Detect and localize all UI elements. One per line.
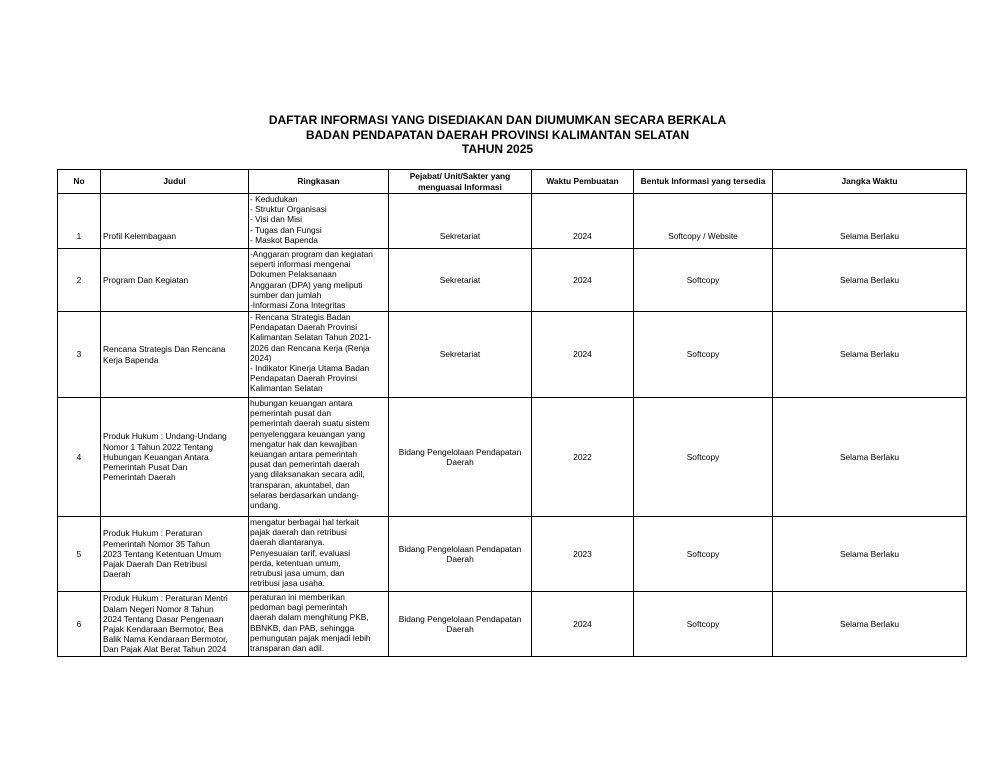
cell-pejabat-line: Sekretariat [439,230,481,241]
cell-waktu: 2022 [532,398,634,517]
cell-ringkasan-line: undang. [250,500,281,511]
cell-judul-line: Dan Pajak Alat Berat Tahun 2024 [103,644,227,655]
cell-waktu: 2024 [532,312,634,398]
cell-ringkasan-line: - Struktur Organisasi [250,204,327,215]
cell-ringkasan-line: retribusi jasa usaha. [250,578,325,589]
cell-ringkasan-line: seperti informasi mengenai [250,259,351,270]
header-waktu: Waktu Pembuatan [532,170,634,194]
cell-pejabat-line: Sekretariat [439,274,481,285]
cell-jangka: Selama Berlaku [773,249,967,312]
cell-ringkasan-line: penyelenggara keuangan yang [250,428,366,439]
cell-ringkasan-line: transparan dan adil. [250,643,325,654]
cell-jangka: Selama Berlaku [773,398,967,517]
cell-pejabat [389,249,532,312]
table-row [58,249,967,312]
cell-ringkasan [249,312,389,398]
cell-pejabat [389,592,532,657]
header-pejabat [389,170,532,194]
cell-ringkasan-line: transparan, akuntabel, dan [250,479,350,490]
cell-judul-line: Pajak Daerah Dan Retribusi [103,559,207,570]
cell-judul [101,312,249,398]
cell-judul-line: 2024 Tentang Dasar Pengenaan [103,613,224,624]
cell-ringkasan-line: Penyesuaian tarif, evaluasi [250,547,351,558]
cell-ringkasan-line: Kalimantan Selatan [250,383,323,394]
cell-judul-line: Profil Kelembagaan [103,230,177,241]
cell-judul-line: Produk Hukum : Peraturan Mentri [103,593,228,604]
cell-ringkasan-line: mengatur hak dan kewajiban [250,438,358,449]
cell-judul-line: Pajak Kendaraan Bermotor, Bea [103,624,224,634]
cell-pejabat [389,194,532,249]
title-line-2: BADAN PENDAPATAN DAERAH PROVINSI KALIMANTAN SELATAN [305,127,690,142]
cell-waktu: 2024 [532,249,634,312]
header-ringkasan: Ringkasan [249,170,389,194]
cell-judul-line: 2023 Tentang Ketentuan Umum [103,548,222,559]
cell-judul-line: Pemerintah Nomor 35 Tahun [103,538,210,549]
title-line-1: DAFTAR INFORMASI YANG DISEDIAKAN DAN DIUMUMKAN SECARA BERKALA [268,113,727,127]
cell-ringkasan-line: -Informasi Zona Integritas [250,300,346,311]
cell-judul [101,592,249,657]
cell-pejabat [389,312,532,398]
cell-ringkasan-line: perda, ketentuan umum, [250,557,341,568]
cell-judul [101,517,249,592]
cell-judul [101,249,249,312]
cell-judul-line: Hubungan Keuangan Antara [103,451,209,462]
cell-no: 6 [58,592,101,657]
cell-pejabat-line: Bidang Pengelolaan Pendapatan [398,446,522,457]
cell-judul [101,398,249,517]
cell-waktu: 2023 [532,517,634,592]
cell-ringkasan-line: retrubusi jasa umum, dan [250,568,345,579]
cell-waktu: 2024 [532,194,634,249]
cell-ringkasan [249,249,389,312]
cell-bentuk: Softcopy [634,249,773,312]
cell-ringkasan-line: Pendapatan Daerah Provinsi [250,322,358,333]
cell-jangka: Selama Berlaku [773,517,967,592]
cell-ringkasan-line: yang dilaksanakan secara adil, [250,469,365,480]
cell-judul-line: Daerah [103,569,131,580]
header-judul: Judul [101,170,249,194]
cell-bentuk: Softcopy / Website [634,194,773,249]
cell-pejabat-line: Bidang Pengelolaan Pendapatan [398,543,522,554]
cell-pejabat-line: Daerah [446,554,474,564]
cell-ringkasan-line: - Kedudukan [250,194,298,204]
table-header-row [58,170,967,194]
cell-pejabat-line: Daerah [446,624,474,634]
cell-ringkasan-line: pemerintah pusat dan [250,408,332,419]
cell-ringkasan-line: Kalimantan Selatan Tahun 2021- [250,332,372,343]
cell-ringkasan-line: 2026 dan Rencana Kerja (Renja [250,342,370,353]
cell-ringkasan-line: sumber dan jumlah [250,289,322,300]
cell-judul-line: Rencana Strategis Dan Rencana [103,344,226,355]
table-row [58,194,967,249]
cell-ringkasan-line: - Visi dan Misi [250,214,302,225]
table-row [58,517,967,592]
cell-pejabat [389,517,532,592]
cell-waktu: 2024 [532,592,634,657]
cell-ringkasan-line: peraturan ini memberikan [250,592,345,602]
cell-jangka: Selama Berlaku [773,592,967,657]
cell-ringkasan-line: - Maskot Bapenda [250,234,318,245]
cell-ringkasan-line: Dokumen Pelaksanaan [250,269,337,280]
header-no: No [58,170,101,194]
cell-ringkasan-line: selaras berdasarkan undang- [250,489,359,500]
cell-ringkasan [249,517,389,592]
header-pejabat-line-1: Pejabat/ Unit/Sakter yang [409,171,511,182]
cell-ringkasan-line: pemungutan pajak menjadi lebih [250,632,371,643]
cell-judul-line: Pemerintah Daerah [103,472,176,483]
cell-ringkasan-line: Pendapatan Daerah Provinsi [250,373,358,384]
title-line-3: TAHUN 2025 [461,142,534,156]
cell-ringkasan [249,592,389,657]
table-row [58,592,967,657]
cell-ringkasan-line: 2024) [250,352,272,363]
table-row [58,398,967,517]
information-table [57,169,967,657]
cell-ringkasan-line: mengatur berbagai hal terkait [250,517,359,527]
cell-jangka: Selama Berlaku [773,312,967,398]
cell-bentuk: Softcopy [634,592,773,657]
cell-ringkasan-line: - Tugas dan Fungsi [250,224,322,235]
cell-no: 1 [58,194,101,249]
cell-judul-line: Kerja Bapenda [103,354,159,365]
cell-ringkasan-line: Anggaran (DPA) yang meliputi [250,279,363,290]
cell-judul-line: Dalam Negeri Nomor 8 Tahun [103,603,214,614]
cell-no: 4 [58,398,101,517]
cell-judul-line: Program Dan Kegiatan [103,274,189,285]
table-row [58,312,967,398]
cell-judul-line: Produk Hukum : Undang-Undang [103,431,227,442]
header-bentuk: Bentuk Informasi yang tersedia [634,170,773,194]
cell-bentuk: Softcopy [634,312,773,398]
cell-ringkasan-line: pedoman bagi pemerintah [250,602,348,613]
header-pejabat-line-2: menguasai Informasi [418,181,502,192]
cell-ringkasan-line: keuangan antara pemerintah [250,449,358,460]
cell-no: 3 [58,312,101,398]
cell-ringkasan-line: BBNKB, dan PAB, sehingga [250,622,355,633]
cell-pejabat-line: Sekretariat [439,349,481,360]
cell-judul-line: Nomor 1 Tahun 2022 Tentang [103,441,214,452]
header-jangka: Jangka Waktu [773,170,967,194]
cell-ringkasan [249,194,389,249]
cell-no: 5 [58,517,101,592]
cell-ringkasan-line: - Indikator Kinerja Utama Badan [250,363,370,374]
cell-ringkasan-line: pemerintah daerah suatu sistem [250,418,370,429]
cell-pejabat [389,398,532,517]
cell-ringkasan-line: daerah diantaranya. [250,537,325,548]
cell-ringkasan-line: - Rencana Strategis Badan [250,312,351,322]
cell-judul-line: Balik Nama Kendaraan Bermotor, [103,634,228,645]
cell-ringkasan-line: -Anggaran program dan kegiatan [250,249,373,259]
document-title [0,113,995,157]
cell-pejabat-line: Daerah [446,457,474,467]
cell-bentuk: Softcopy [634,398,773,517]
cell-no: 2 [58,249,101,312]
cell-bentuk: Softcopy [634,517,773,592]
cell-ringkasan-line: pusat dan pemerintah daerah [250,459,360,470]
cell-pejabat-line: Bidang Pengelolaan Pendapatan [398,613,522,624]
cell-ringkasan-line: hubungan keuangan antara [250,398,353,408]
cell-judul-line: Pemerintah Pusat Dan [103,462,188,473]
table-body [58,194,967,657]
cell-ringkasan [249,398,389,517]
cell-ringkasan-line: pajak daerah dan retribusi [250,527,347,538]
cell-ringkasan-line: daerah dalam menghitung PKB, [250,612,369,623]
cell-jangka: Selama Berlaku [773,194,967,249]
cell-judul-line: Produk Hukum : Peraturan [103,528,203,539]
cell-judul [101,194,249,249]
